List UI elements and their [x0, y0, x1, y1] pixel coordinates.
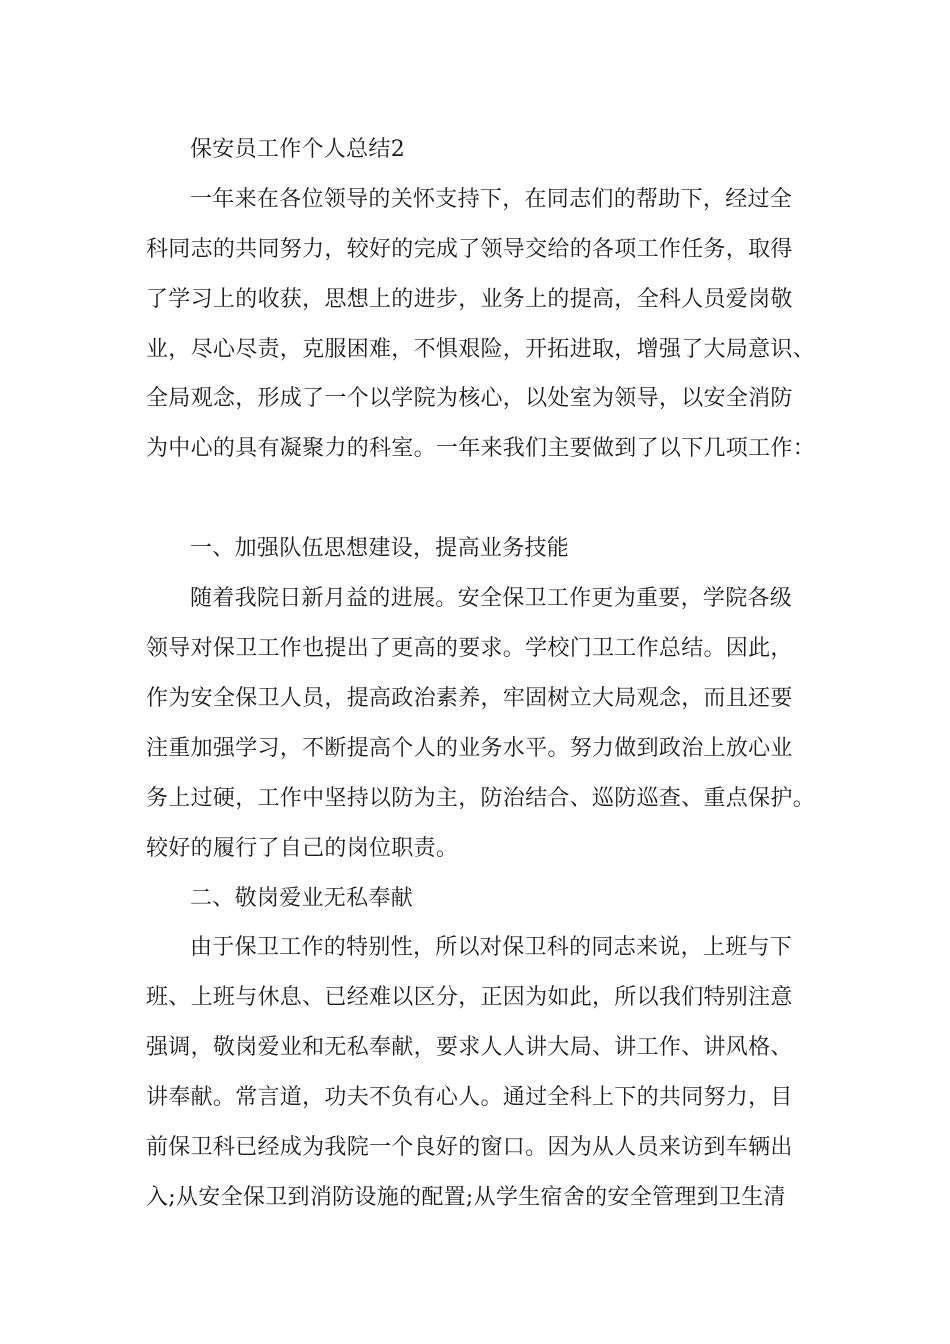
section-line: 作为安全保卫人员，提高政治素养，牢固树立大局观念，而且还要 — [146, 686, 793, 711]
section-line: 较好的履行了自己的岗位职责。 — [146, 836, 459, 861]
section-line: 注重加强学习，不断提高个人的业务水平。努力做到政治上放心业 — [146, 736, 793, 761]
intro-line: 全局观念，形成了一个以学院为核心，以处室为领导，以安全消防 — [146, 386, 793, 411]
section-heading: 一、加强队伍思想建设，提高业务技能 — [190, 536, 570, 561]
section-line: 务上过硬，工作中坚持以防为主，防治结合、巡防巡查、重点保护。 — [146, 786, 816, 811]
intro-line: 业，尽心尽责，克服困难，不惧艰险，开拓进取，增强了大局意识、 — [146, 337, 816, 362]
section-line: 强调，敬岗爱业和无私奉献，要求人人讲大局、讲工作、讲风格、 — [146, 1035, 793, 1060]
intro-line: 一年来在各位领导的关怀支持下，在同志们的帮助下，经过全 — [190, 187, 793, 212]
intro-line: 为中心的具有凝聚力的科室。一年来我们主要做到了以下几项工作： — [146, 436, 816, 461]
intro-line: 科同志的共同努力，较好的完成了领导交给的各项工作任务，取得 — [146, 237, 793, 262]
section-line: 讲奉献。常言道，功夫不负有心人。通过全科上下的共同努力，目 — [146, 1085, 793, 1110]
section-heading: 二、敬岗爱业无私奉献 — [190, 886, 414, 911]
section-line: 由于保卫工作的特别性，所以对保卫科的同志来说，上班与下 — [190, 935, 793, 960]
section-line: 领导对保卫工作也提出了更高的要求。学校门卫工作总结。因此， — [146, 636, 793, 661]
section-line: 班、上班与休息、已经难以区分，正因为如此，所以我们特别注意 — [146, 985, 793, 1010]
section-line: 前保卫科已经成为我院一个良好的窗口。因为从人员来访到车辆出 — [146, 1135, 793, 1160]
intro-line: 了学习上的收获，思想上的进步，业务上的提高，全科人员爱岗敬 — [146, 287, 793, 312]
section-line: 随着我院日新月益的进展。安全保卫工作更为重要，学院各级 — [190, 586, 793, 611]
document-title: 保安员工作个人总结2 — [190, 137, 405, 162]
section-line: 入;从安全保卫到消防设施的配置;从学生宿舍的安全管理到卫生清 — [146, 1185, 786, 1210]
